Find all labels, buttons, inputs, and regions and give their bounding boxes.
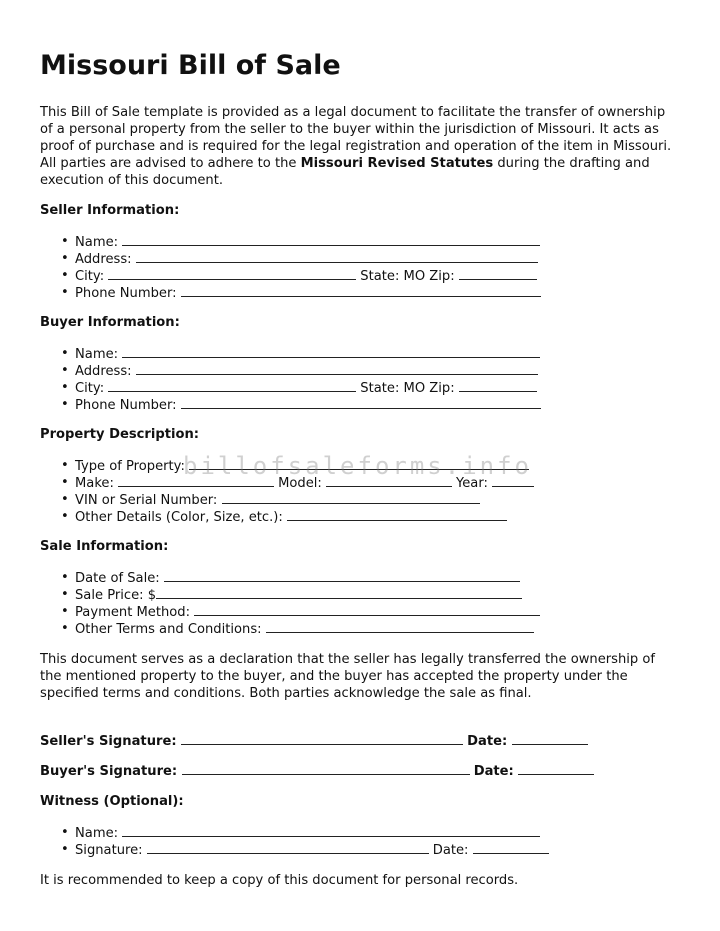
sale-terms-field[interactable]: [266, 620, 534, 633]
seller-heading: Seller Information:: [40, 203, 180, 218]
buyer-address-field[interactable]: [136, 362, 538, 375]
property-vin-row: [40, 491, 538, 508]
buyer-name-row: [40, 345, 545, 362]
sale-price-row: [40, 586, 544, 603]
buyer-signature-label: Buyer's Signature:: [40, 764, 178, 779]
buyer-zip-field[interactable]: [459, 379, 537, 392]
buyer-phone-field[interactable]: [181, 396, 541, 409]
sale-price-field[interactable]: [156, 586, 522, 599]
sale-terms-row: [40, 620, 544, 637]
intro-paragraph: [40, 104, 680, 189]
property-year-label: Year:: [455, 476, 488, 491]
sale-price-label: Sale Price: $: [75, 588, 157, 603]
witness-signature-field[interactable]: [147, 841, 429, 854]
seller-phone-field[interactable]: [181, 284, 541, 297]
seller-city-row: [40, 267, 545, 284]
buyer-phone-row: [40, 396, 545, 413]
buyer-name-field[interactable]: [122, 345, 540, 358]
property-vin-field[interactable]: [222, 491, 480, 504]
sale-payment-field[interactable]: [194, 603, 540, 616]
property-other-row: [40, 508, 538, 525]
witness-fields: [40, 824, 553, 858]
seller-state-zip-label: State: MO Zip:: [360, 269, 455, 284]
property-heading: Property Description:: [40, 427, 200, 442]
seller-phone-label: Phone Number:: [75, 286, 177, 301]
intro-text-end: during the drafting and execution of this document.: [40, 156, 650, 188]
seller-name-row: [40, 233, 545, 250]
witness-heading: Witness (Optional):: [40, 794, 184, 809]
buyer-city-field[interactable]: [108, 379, 356, 392]
buyer-state-zip-label: State: MO Zip:: [360, 381, 455, 396]
witness-date-label: Date:: [432, 843, 469, 858]
sale-fields: [40, 569, 544, 637]
buyer-phone-label: Phone Number:: [75, 398, 177, 413]
declaration-paragraph: This document serves as a declaration that the seller has legally transferred the ownership of the mentioned property to the buyer, and the buyer has accepted the property under the specified terms and conditions. Both parties acknowledge the sale as final.: [40, 652, 656, 701]
seller-signature-label: Seller's Signature:: [40, 734, 177, 749]
sale-date-field[interactable]: [164, 569, 520, 582]
property-model-label: Model:: [278, 476, 322, 491]
sale-payment-row: [40, 603, 544, 620]
buyer-city-row: [40, 379, 545, 396]
property-make-label: Make:: [75, 476, 114, 491]
buyer-address-row: [40, 362, 545, 379]
seller-address-row: [40, 250, 545, 267]
sale-heading: Sale Information:: [40, 539, 169, 554]
watermark-text: billofsaleforms.info: [183, 452, 532, 480]
seller-fields: [40, 233, 545, 301]
property-other-field[interactable]: [287, 508, 507, 521]
seller-date-label: Date:: [467, 734, 508, 749]
property-type-label: Type of Property:: [75, 459, 185, 474]
buyer-address-label: Address:: [75, 364, 132, 379]
seller-city-label: City:: [75, 269, 105, 284]
buyer-heading: Buyer Information:: [40, 315, 180, 330]
sale-payment-label: Payment Method:: [75, 605, 191, 620]
footer-note: It is recommended to keep a copy of this document for personal records.: [40, 873, 519, 888]
seller-phone-row: [40, 284, 545, 301]
witness-signature-label: Signature:: [75, 843, 143, 858]
seller-date-field[interactable]: [512, 732, 588, 745]
property-vin-label: VIN or Serial Number:: [75, 493, 218, 508]
buyer-name-label: Name:: [75, 347, 119, 362]
intro-text: This Bill of Sale template is provided as a legal document to facilitate the transfer of ownership of a personal property from the seller to the buyer within the jurisdiction of Missouri. It acts as proof of purchase and is required for the legal registration and operation of the item in Missouri. All parties are advised to adhere to the: [40, 105, 672, 171]
witness-name-row: [40, 824, 553, 841]
seller-city-field[interactable]: [108, 267, 356, 280]
seller-name-label: Name:: [75, 235, 119, 250]
witness-date-field[interactable]: [473, 841, 549, 854]
seller-address-label: Address:: [75, 252, 132, 267]
property-other-label: Other Details (Color, Size, etc.):: [75, 510, 283, 525]
buyer-date-field[interactable]: [518, 762, 594, 775]
buyer-city-label: City:: [75, 381, 105, 396]
intro-bold-statute: Missouri Revised Statutes: [300, 156, 494, 171]
seller-zip-field[interactable]: [459, 267, 537, 280]
sale-date-label: Date of Sale:: [75, 571, 160, 586]
witness-name-field[interactable]: [122, 824, 540, 837]
document-title: Missouri Bill of Sale: [40, 50, 341, 81]
buyer-date-label: Date:: [473, 764, 514, 779]
seller-name-field[interactable]: [122, 233, 540, 246]
sale-date-row: [40, 569, 544, 586]
buyer-fields: [40, 345, 545, 413]
sale-terms-label: Other Terms and Conditions:: [75, 622, 262, 637]
buyer-signature-field[interactable]: [182, 762, 470, 775]
witness-name-label: Name:: [75, 826, 119, 841]
seller-signature-field[interactable]: [181, 732, 463, 745]
seller-address-field[interactable]: [136, 250, 538, 263]
witness-signature-row: [40, 841, 553, 858]
seller-signature-row: [40, 732, 592, 749]
buyer-signature-row: [40, 762, 598, 779]
